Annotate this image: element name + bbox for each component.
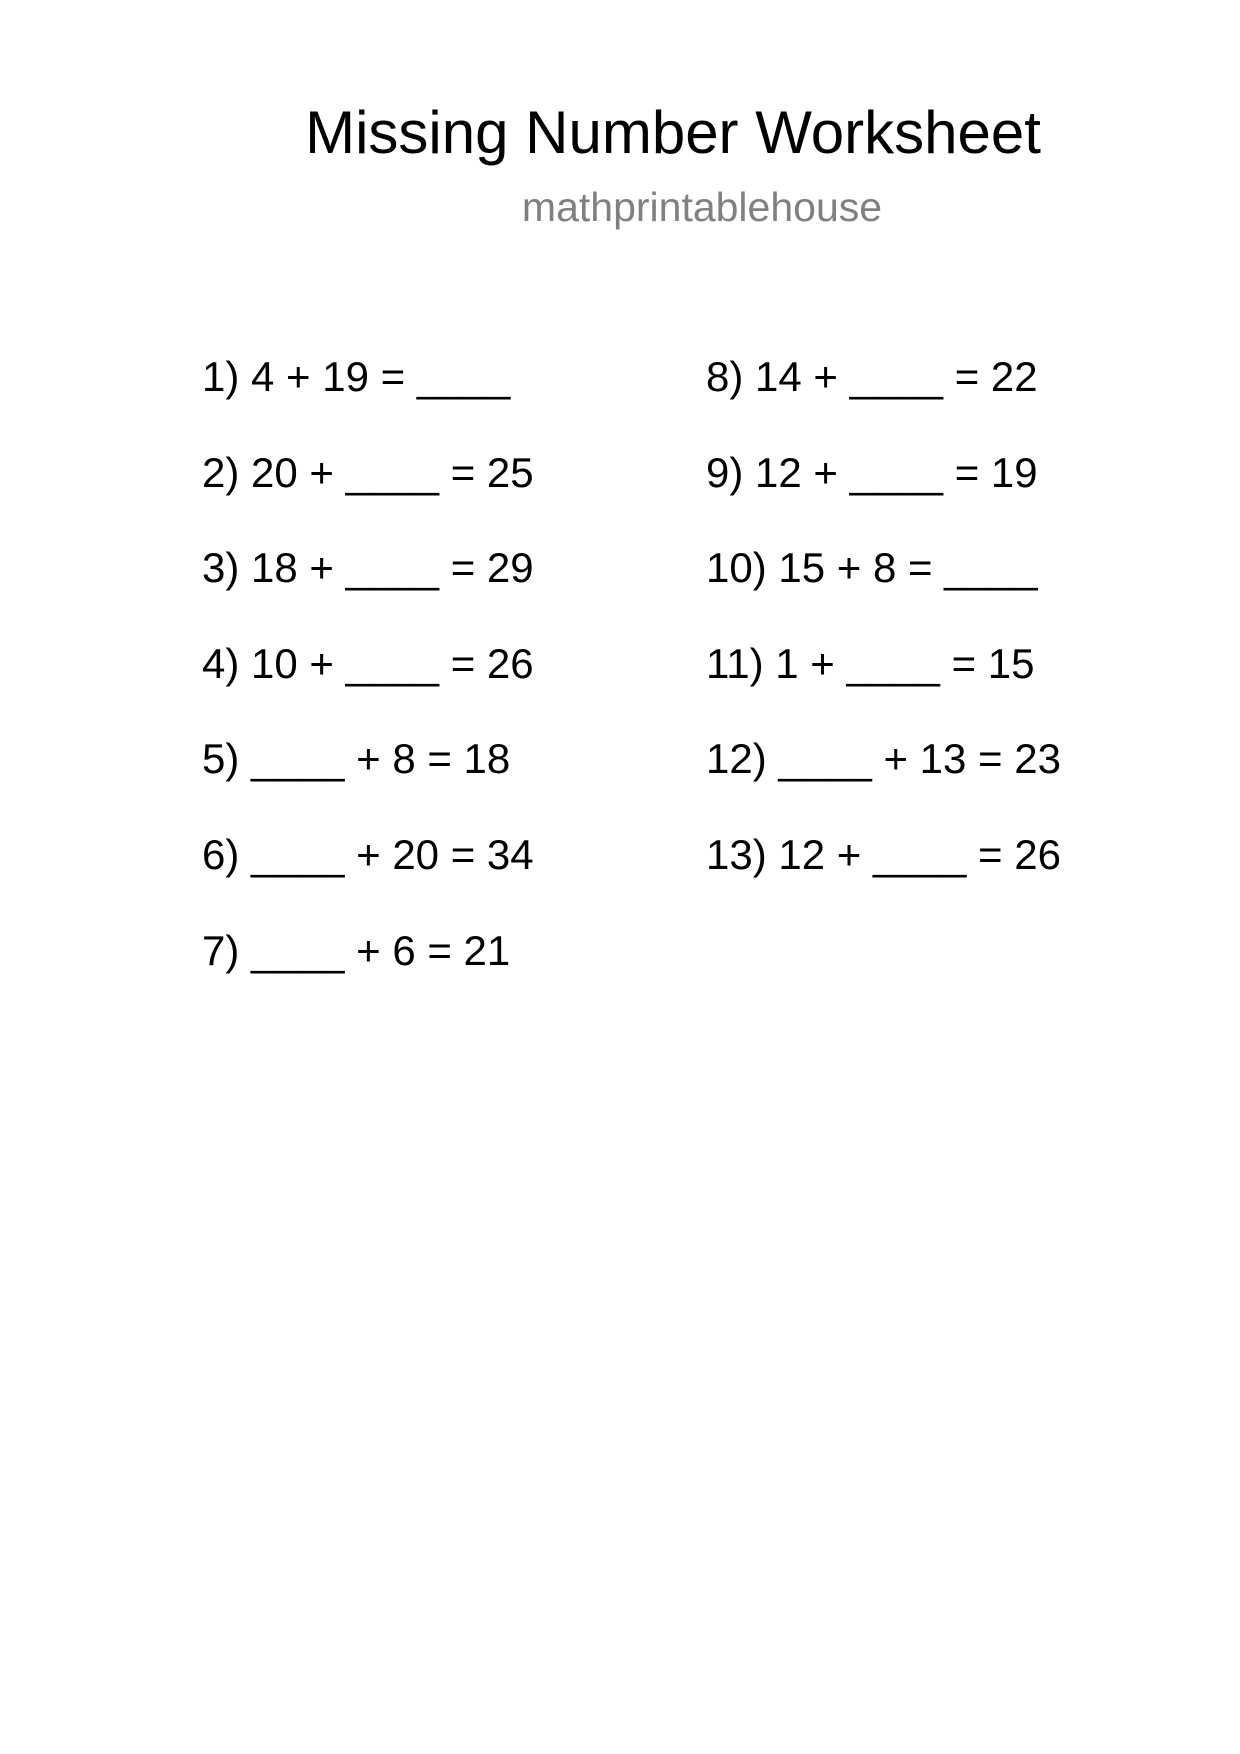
problem-9: 9) 12 + ____ = 19 — [706, 448, 1038, 496]
problem-7: 7) ____ + 6 = 21 — [202, 926, 511, 974]
worksheet-title: Missing Number Worksheet — [305, 99, 1041, 166]
problem-6: 6) ____ + 20 = 34 — [202, 830, 534, 878]
problem-3: 3) 18 + ____ = 29 — [202, 544, 534, 592]
problems-right-column — [706, 352, 1061, 926]
worksheet-subtitle: mathprintablehouse — [521, 184, 883, 230]
problem-8: 8) 14 + ____ = 22 — [706, 353, 1038, 400]
problems-left-column — [202, 352, 534, 1021]
problem-1: 1) 4 + 19 = ____ — [202, 353, 511, 400]
problem-5: 5) ____ + 8 = 18 — [202, 735, 511, 783]
problem-13: 13) 12 + ____ = 26 — [706, 830, 1061, 878]
problem-4: 4) 10 + ____ = 26 — [202, 639, 534, 687]
problem-2: 2) 20 + ____ = 25 — [202, 448, 534, 496]
problem-12: 12) ____ + 13 = 23 — [706, 735, 1061, 783]
problem-11: 11) 1 + ____ = 15 — [706, 639, 1035, 687]
problem-10: 10) 15 + 8 = ____ — [706, 544, 1038, 592]
